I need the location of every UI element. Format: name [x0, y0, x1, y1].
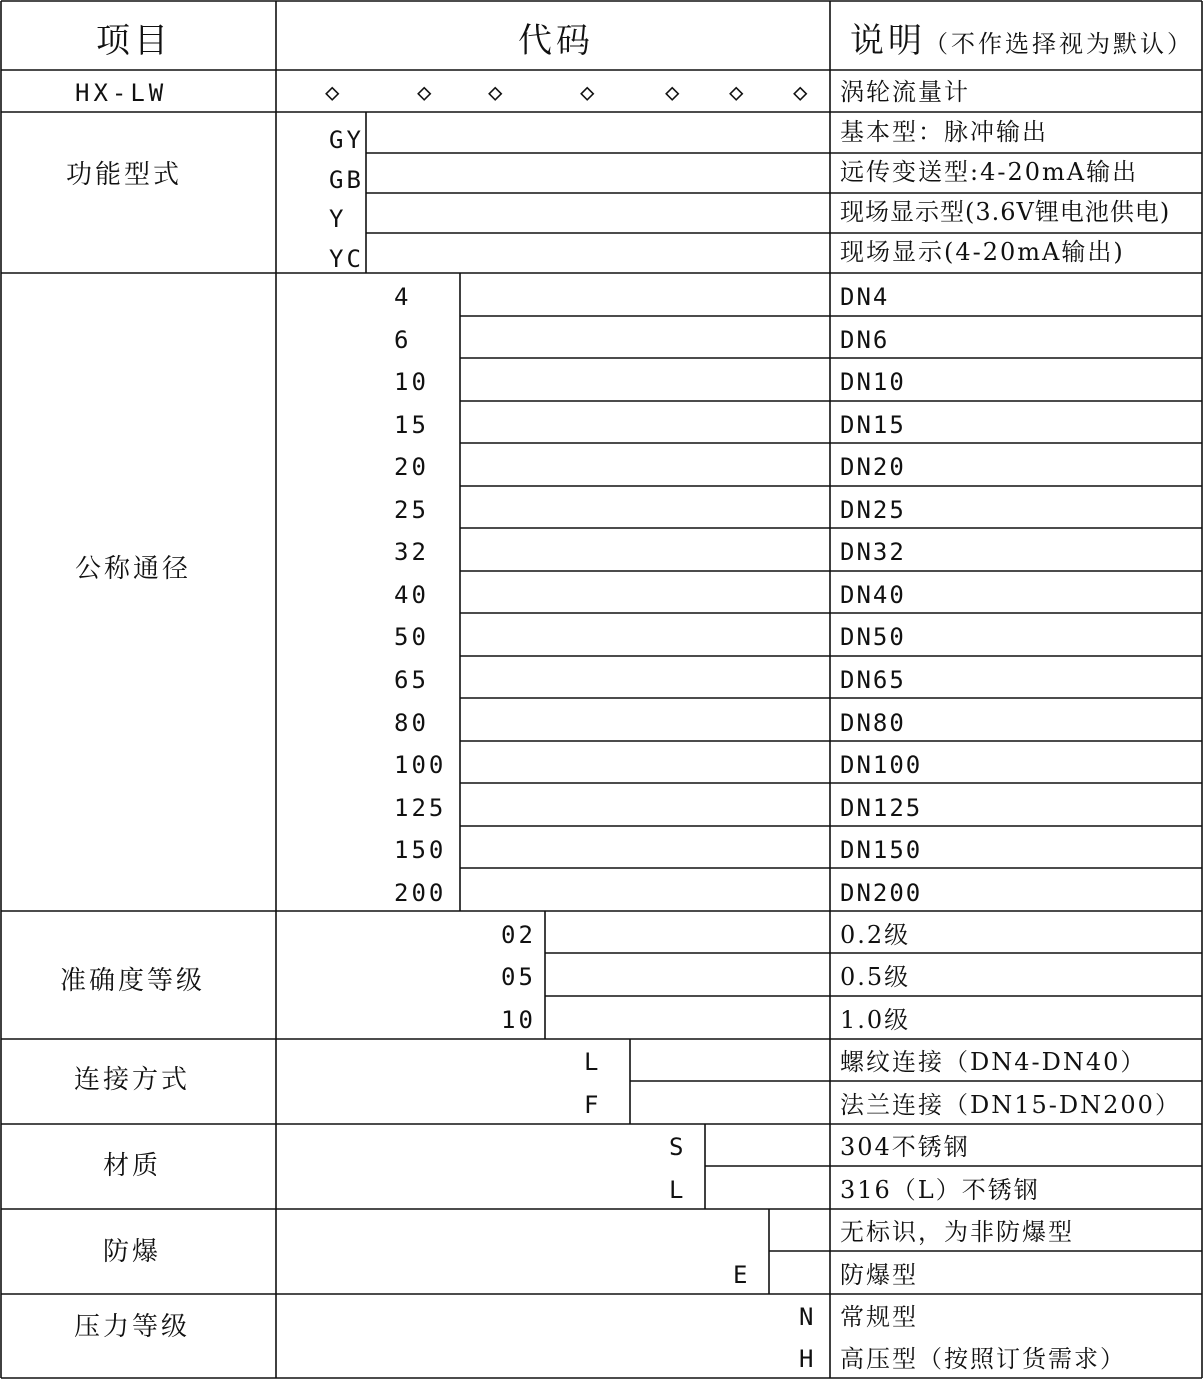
model-code: HX-LW — [75, 79, 168, 107]
diameter-desc-dn65: DN65 — [840, 666, 906, 694]
diameter-desc-dn100: DN100 — [840, 751, 923, 779]
function-desc-gb: 远传变送型:4-20mA输出 — [840, 158, 1139, 186]
pressure-code-h: H — [799, 1345, 817, 1373]
header-code: 代码 — [518, 21, 594, 61]
diameter-code-6: 6 — [394, 326, 412, 354]
diameter-code-50: 50 — [394, 623, 429, 651]
diameter-code-40: 40 — [394, 581, 429, 609]
diameter-code-32: 32 — [394, 538, 429, 566]
material-desc-304: 304不锈钢 — [840, 1133, 970, 1161]
diameter-code-125: 125 — [394, 794, 447, 822]
function-desc-yc: 现场显示(4-20mA输出) — [840, 238, 1125, 266]
pressure-desc-normal: 常规型 — [840, 1303, 918, 1331]
accuracy-code-05: 05 — [501, 963, 536, 991]
diameter-code-10: 10 — [394, 368, 429, 396]
diameter-code-150: 150 — [394, 836, 447, 864]
pressure-desc-high: 高压型（按照订货需求） — [840, 1345, 1126, 1373]
function-code-gb: GB — [329, 166, 364, 194]
function-code-y: Y — [329, 205, 347, 233]
pressure-label: 压力等级 — [74, 1312, 191, 1342]
header-item: 项目 — [96, 21, 172, 61]
function-code-gy: GY — [329, 126, 364, 154]
explosion-code-e: E — [733, 1261, 751, 1289]
diameter-code-25: 25 — [394, 496, 429, 524]
diameter-code-100: 100 — [394, 751, 447, 779]
diameter-desc-dn10: DN10 — [840, 368, 906, 396]
slot-marker-material: ◇ — [665, 78, 683, 106]
accuracy-desc-10: 1.0级 — [840, 1006, 911, 1034]
function-type-label: 功能型式 — [66, 160, 183, 190]
connection-code-l: L — [584, 1048, 602, 1076]
accuracy-code-02: 02 — [501, 921, 536, 949]
explosion-desc-none: 无标识，为非防爆型 — [840, 1218, 1074, 1246]
connection-desc-flange: 法兰连接（DN15-DN200） — [840, 1091, 1181, 1119]
connection-desc-thread: 螺纹连接（DN4-DN40） — [840, 1048, 1147, 1076]
accuracy-label: 准确度等级 — [60, 966, 206, 996]
diameter-desc-dn50: DN50 — [840, 623, 906, 651]
diameter-code-200: 200 — [394, 879, 447, 907]
diameter-desc-dn20: DN20 — [840, 453, 906, 481]
accuracy-code-10: 10 — [501, 1006, 536, 1034]
slot-marker-diameter: ◇ — [417, 78, 435, 106]
material-code-s: S — [669, 1133, 687, 1161]
explosion-proof-label: 防爆 — [103, 1237, 162, 1267]
diameter-desc-dn15: DN15 — [840, 411, 906, 439]
explosion-desc-ex: 防爆型 — [840, 1261, 918, 1289]
accuracy-desc-05: 0.5级 — [840, 963, 911, 991]
diameter-desc-dn80: DN80 — [840, 709, 906, 737]
slot-marker-accuracy: ◇ — [488, 78, 506, 106]
header-desc-note: （不作选择视为默认） — [924, 30, 1194, 58]
diameter-desc-dn6: DN6 — [840, 326, 890, 354]
function-desc-y: 现场显示型(3.6V锂电池供电) — [840, 198, 1171, 226]
slot-marker-pressure: ◇ — [793, 78, 811, 106]
diameter-desc-dn150: DN150 — [840, 836, 923, 864]
diameter-desc-dn125: DN125 — [840, 794, 923, 822]
slot-marker-connection: ◇ — [580, 78, 598, 106]
diameter-code-65: 65 — [394, 666, 429, 694]
material-label: 材质 — [103, 1151, 162, 1181]
model-desc: 涡轮流量计 — [840, 78, 970, 106]
diameter-desc-dn4: DN4 — [840, 283, 890, 311]
diameter-desc-dn200: DN200 — [840, 879, 923, 907]
connection-code-f: F — [584, 1091, 602, 1119]
diameter-desc-dn40: DN40 — [840, 581, 906, 609]
diameter-code-80: 80 — [394, 709, 429, 737]
diameter-desc-dn32: DN32 — [840, 538, 906, 566]
material-desc-316l: 316（L）不锈钢 — [840, 1176, 1040, 1204]
diameter-code-4: 4 — [394, 283, 412, 311]
material-code-l: L — [669, 1176, 687, 1204]
slot-marker-explosion: ◇ — [729, 78, 747, 106]
diameter-code-20: 20 — [394, 453, 429, 481]
pressure-code-n: N — [799, 1303, 817, 1331]
function-code-yc: YC — [329, 245, 364, 273]
connection-label: 连接方式 — [74, 1065, 191, 1095]
diameter-desc-dn25: DN25 — [840, 496, 906, 524]
function-desc-gy: 基本型：脉冲输出 — [840, 118, 1048, 146]
diameter-code-15: 15 — [394, 411, 429, 439]
slot-marker-function: ◇ — [325, 78, 343, 106]
header-desc: 说明 — [850, 21, 926, 61]
nominal-diameter-label: 公称通径 — [75, 554, 192, 584]
accuracy-desc-02: 0.2级 — [840, 921, 911, 949]
